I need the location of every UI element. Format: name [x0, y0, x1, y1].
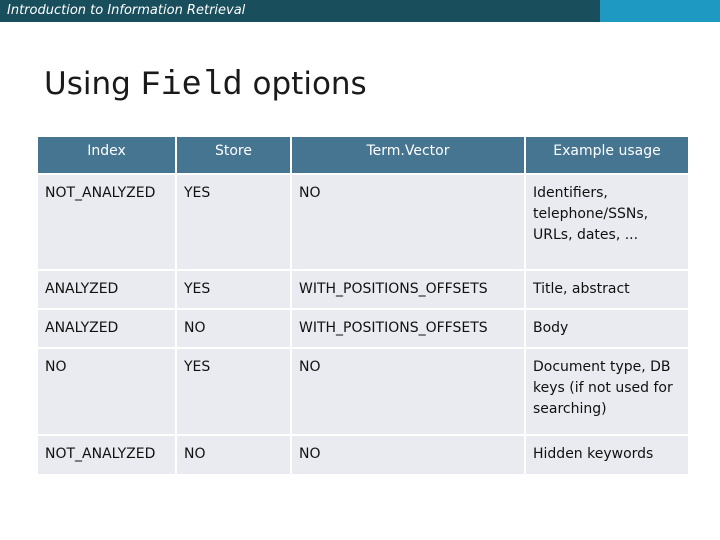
table-row: [38, 310, 688, 347]
header-term-vector: Term.Vector: [292, 137, 524, 173]
cell-index: NOT_ANALYZED: [38, 436, 175, 474]
cell-example-usage: Body: [526, 310, 688, 347]
slide-title: [44, 64, 367, 106]
header-example-usage: Example usage: [526, 137, 688, 173]
cell-term-vector: WITH_POSITIONS_OFFSETS: [292, 271, 524, 308]
cell-store: YES: [177, 349, 290, 434]
course-title: Introduction to Information Retrieval: [7, 3, 246, 18]
table-row: [38, 271, 688, 308]
cell-term-vector: NO: [292, 349, 524, 434]
cell-store: YES: [177, 175, 290, 269]
table-row: [38, 175, 688, 269]
cell-store: NO: [177, 310, 290, 347]
cell-term-vector: WITH_POSITIONS_OFFSETS: [292, 310, 524, 347]
cell-term-vector: NO: [292, 175, 524, 269]
cell-term-vector: NO: [292, 436, 524, 474]
cell-example-usage: Identifiers, telephone/SSNs, URLs, dates, ...: [526, 175, 688, 269]
cell-store: YES: [177, 271, 290, 308]
field-options-table: [36, 135, 690, 476]
cell-store: NO: [177, 436, 290, 474]
header-bar: [0, 0, 600, 22]
header-store: Store: [177, 137, 290, 173]
cell-example-usage: Title, abstract: [526, 271, 688, 308]
cell-index: NOT_ANALYZED: [38, 175, 175, 269]
slide-title-suffix: options: [242, 66, 367, 102]
cell-example-usage: Hidden keywords: [526, 436, 688, 474]
table-row: [38, 436, 688, 474]
cell-index: NO: [38, 349, 175, 434]
header-index: Index: [38, 137, 175, 173]
table-row: [38, 349, 688, 434]
cell-index: ANALYZED: [38, 271, 175, 308]
slide-title-code: Field: [140, 67, 243, 105]
cell-example-usage: Document type, DB keys (if not used for searching): [526, 349, 688, 434]
cell-index: ANALYZED: [38, 310, 175, 347]
slide-title-prefix: Using: [44, 66, 141, 102]
table-header-row: [38, 137, 688, 173]
header-accent-bar: [600, 0, 720, 22]
